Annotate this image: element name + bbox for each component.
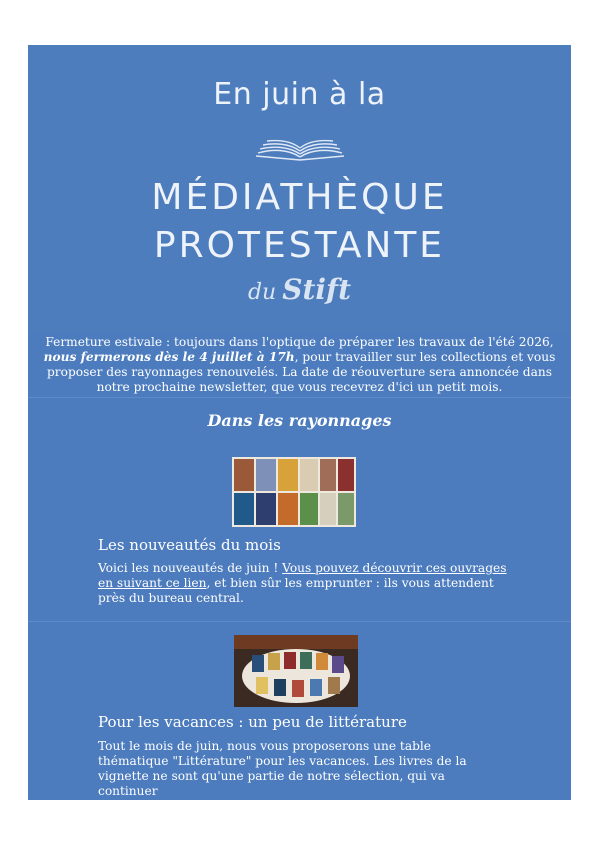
- book-cover: [256, 459, 276, 491]
- book-cover: [320, 459, 336, 491]
- intro-part-2: , pour travailler sur les collections et vous proposer des rayonnages renouvelés. La date de réouverture sera annoncée dans notre prochaine newsletter, que vous recevrez d'ici un petit mois.: [47, 350, 556, 394]
- new-books-thumbnail[interactable]: [232, 457, 356, 527]
- item-body-text: Voici les nouveautés de juin !: [98, 561, 283, 575]
- book-cover: [284, 652, 296, 669]
- item-body-new-books: [98, 561, 508, 606]
- item-body-text: , et bien sûr les emprunter : ils vous attendent près du bureau central.: [98, 576, 494, 605]
- book-cover: [320, 493, 336, 525]
- shelf-background: [234, 635, 358, 649]
- book-cover: [274, 679, 286, 696]
- literature-table-thumbnail[interactable]: [234, 635, 358, 707]
- book-cover: [338, 493, 354, 525]
- divider: [28, 397, 571, 398]
- book-cover: [234, 459, 254, 491]
- newsletter: [28, 45, 571, 800]
- header-line-4: [28, 273, 571, 306]
- header-banner: [28, 45, 571, 332]
- book-cover: [316, 653, 328, 670]
- book-cover: [252, 655, 264, 672]
- open-book-icon: [254, 137, 346, 161]
- section-title: Dans les rayonnages: [207, 411, 392, 430]
- header-line-3: PROTESTANTE: [153, 225, 446, 266]
- book-cover: [300, 493, 318, 525]
- item-body-literature: Tout le mois de juin, nous vous proposerons une table thématique "Littérature" pour les vacances. Les livres de la vignette ne sont qu'une partie de notre sélection, qui va continuer: [98, 739, 467, 798]
- intro-paragraph: [32, 335, 567, 395]
- new-books-link[interactable]: Vous pouvez découvrir ces ouvrages en suivant ce lien: [98, 561, 507, 590]
- divider: [28, 621, 571, 622]
- intro-part-1: Fermeture estivale : toujours dans l'optique de préparer les travaux de l'été 2026,: [45, 335, 554, 349]
- book-cover: [328, 677, 340, 694]
- item-title-literature: Pour les vacances : un peu de littérature: [98, 713, 407, 731]
- book-cover: [310, 679, 322, 696]
- book-cover: [300, 652, 312, 669]
- book-cover: [278, 459, 298, 491]
- header-brand: Stift: [282, 273, 352, 306]
- book-cover: [300, 459, 318, 491]
- book-cover: [292, 680, 304, 697]
- book-cover: [256, 677, 268, 694]
- book-cover: [268, 653, 280, 670]
- book-cover: [234, 493, 254, 525]
- book-cover: [338, 459, 354, 491]
- book-cover: [278, 493, 298, 525]
- header-line-1: En juin à la: [213, 77, 386, 112]
- header-du: du: [247, 280, 277, 305]
- book-cover: [332, 656, 344, 673]
- header-line-2: MÉDIATHÈQUE: [151, 177, 448, 218]
- item-title-new-books: Les nouveautés du mois: [98, 536, 281, 554]
- intro-bold: nous fermerons dès le 4 juillet à 17h: [43, 350, 295, 364]
- book-cover: [256, 493, 276, 525]
